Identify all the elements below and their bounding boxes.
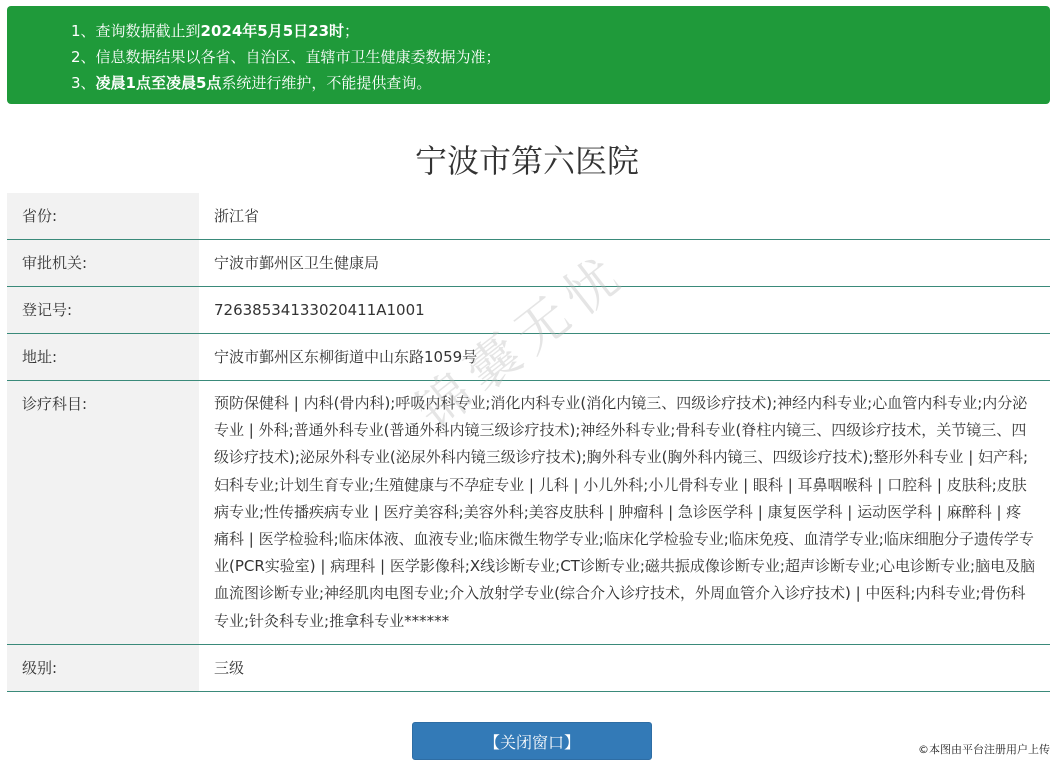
hospital-info-table xyxy=(7,193,1050,692)
copyright-notice: ©本图由平台注册用户上传 xyxy=(918,743,1050,756)
row-label: 诊疗科目: xyxy=(7,381,199,645)
page-title: 宁波市第六医院 xyxy=(414,142,639,180)
table-row-registration xyxy=(7,287,1050,334)
row-label: 地址: xyxy=(7,334,199,381)
row-value: 72638534133020411A1001 xyxy=(199,287,1050,334)
row-value: 宁波市鄞州区东柳街道中山东路1059号 xyxy=(199,334,1050,381)
notice-text: ； xyxy=(344,22,360,40)
table-row-level xyxy=(7,644,1050,691)
watermark: 锦囊无忧 xyxy=(406,241,639,442)
row-label: 审批机关: xyxy=(7,240,199,287)
row-value: 浙江省 xyxy=(199,193,1050,240)
table-row-province xyxy=(7,193,1050,240)
row-label: 级别: xyxy=(7,644,199,691)
close-window-button[interactable]: 【关闭窗口】 xyxy=(412,722,652,760)
row-label: 登记号: xyxy=(7,287,199,334)
table-row-departments xyxy=(7,381,1050,645)
notice-banner xyxy=(7,6,1050,104)
row-value: 三级 xyxy=(199,644,1050,691)
notice-line-1 xyxy=(71,18,1050,44)
notice-text: 3、 xyxy=(71,74,96,92)
row-value: 预防保健科 | 内科(骨内科);呼吸内科专业;消化内科专业(消化内镜三、四级诊疗技术);神经内科专业;心血管内科专业;内分泌专业 | 外科;普通外科专业(普通外科内镜三级诊疗技术);神经外科专业;骨科专业(脊柱内镜三、四级诊疗技术，关节镜三、四级诊疗技术);泌尿外科专业(泌尿外科内镜三级诊疗技术);胸外科专业(胸外科内镜三、四级诊疗技术);整形外科专业 | 妇产科;妇科专业;计划生育专业;生殖健康与不孕症专业 | 儿科 | 小儿外科;小儿骨科专业 | 眼科 | 耳鼻咽喉科 | 口腔科 | 皮肤科;皮肤病专业;性传播疾病专业 | 医疗美容科;美容外科;美容皮肤科 | 肿瘤科 | 急诊医学科 | 康复医学科 | 运动医学科 | 麻醉科 | 疼痛科 | 医学检验科;临床体液、血液专业;临床微生物学专业;临床化学检验专业;临床免疫、血清学专业;临床细胞分子遗传学专业(PCR实验室) | 病理科 | 医学影像科;X线诊断专业;CT诊断专业;磁共振成像诊断专业;超声诊断专业;心电诊断专业;脑电及脑血流图诊断专业;神经肌肉电图专业;介入放射学专业(综合介入诊疗技术，外周血管介入诊疗技术) | 中医科;内科专业;骨伤科专业;针灸科专业;推拿科专业****** xyxy=(199,381,1050,645)
table-row-address xyxy=(7,334,1050,381)
notice-line-3 xyxy=(71,70,1050,96)
notice-text: 1、查询数据截止到 xyxy=(71,22,201,40)
notice-date: 2024年5月5日23时 xyxy=(200,22,345,40)
row-value: 宁波市鄞州区卫生健康局 xyxy=(199,240,1050,287)
notice-maintenance-time: 凌晨1点至凌晨5点 xyxy=(95,74,222,92)
row-label: 省份: xyxy=(7,193,199,240)
notice-line-2: 2、信息数据结果以各省、自治区、直辖市卫生健康委数据为准； xyxy=(71,48,501,66)
table-row-authority xyxy=(7,240,1050,287)
notice-text: 系统进行维护，不能提供查询。 xyxy=(221,74,432,92)
